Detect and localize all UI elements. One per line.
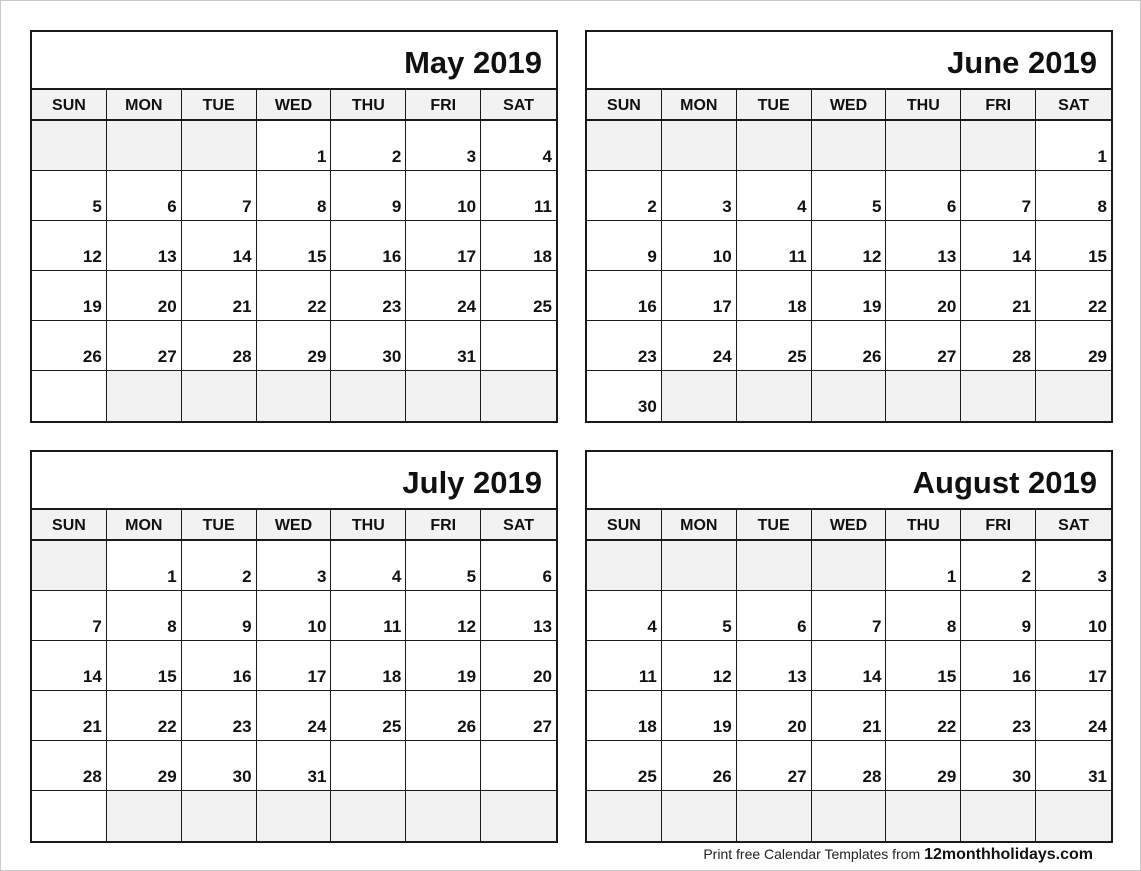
day-cell: 16 [331, 221, 406, 271]
empty-day-cell [662, 541, 737, 591]
day-cell: 9 [587, 221, 662, 271]
weekday-header-mon: MON [107, 510, 182, 541]
calendar-grid [587, 90, 1111, 421]
day-cell: 14 [812, 641, 887, 691]
day-cell: 31 [257, 741, 332, 791]
day-cell: 31 [406, 321, 481, 371]
day-cell: 24 [1036, 691, 1111, 741]
empty-day-cell [481, 371, 556, 421]
weekday-header-sun: SUN [587, 510, 662, 541]
day-cell: 19 [406, 641, 481, 691]
empty-day-cell [961, 121, 1036, 171]
day-cell: 25 [737, 321, 812, 371]
empty-day-cell [107, 121, 182, 171]
day-cell: 14 [961, 221, 1036, 271]
day-cell: 19 [662, 691, 737, 741]
day-cell: 25 [587, 741, 662, 791]
weekday-header-wed: WED [812, 510, 887, 541]
day-cell: 21 [32, 691, 107, 741]
day-cell: 4 [587, 591, 662, 641]
day-cell: 20 [737, 691, 812, 741]
weekday-header-wed: WED [257, 510, 332, 541]
empty-day-cell [182, 791, 257, 841]
empty-day-cell [812, 541, 887, 591]
day-cell: 25 [331, 691, 406, 741]
day-cell: 15 [886, 641, 961, 691]
day-cell: 7 [32, 591, 107, 641]
day-cell: 17 [662, 271, 737, 321]
day-cell: 24 [406, 271, 481, 321]
empty-day-cell [182, 371, 257, 421]
weekday-header-mon: MON [107, 90, 182, 121]
weekday-header-fri: FRI [961, 510, 1036, 541]
empty-day-cell [331, 371, 406, 421]
weekday-header-fri: FRI [406, 510, 481, 541]
day-cell: 2 [587, 171, 662, 221]
day-cell: 5 [32, 171, 107, 221]
day-cell: 5 [812, 171, 887, 221]
day-cell: 18 [481, 221, 556, 271]
day-cell: 1 [107, 541, 182, 591]
day-cell: 9 [331, 171, 406, 221]
day-cell: 4 [331, 541, 406, 591]
weekday-header-wed: WED [812, 90, 887, 121]
day-cell: 23 [331, 271, 406, 321]
day-cell: 7 [812, 591, 887, 641]
day-cell: 28 [961, 321, 1036, 371]
day-cell: 23 [961, 691, 1036, 741]
day-cell: 30 [587, 371, 662, 421]
footer-prefix: Print free Calendar Templates from [703, 846, 921, 862]
empty-day-cell [406, 791, 481, 841]
month-title: June 2019 [587, 32, 1111, 90]
empty-day-cell [737, 791, 812, 841]
day-cell: 18 [587, 691, 662, 741]
day-cell: 6 [481, 541, 556, 591]
weekday-header-mon: MON [662, 510, 737, 541]
weekday-header-sun: SUN [587, 90, 662, 121]
day-cell: 16 [961, 641, 1036, 691]
empty-day-cell [886, 121, 961, 171]
day-cell: 31 [1036, 741, 1111, 791]
day-cell: 1 [886, 541, 961, 591]
day-cell: 15 [257, 221, 332, 271]
day-cell: 23 [587, 321, 662, 371]
calendar-may-2019 [30, 30, 558, 423]
empty-day-cell [812, 791, 887, 841]
day-cell: 1 [1036, 121, 1111, 171]
empty-day-cell [257, 371, 332, 421]
calendar-grid [587, 510, 1111, 841]
empty-day-cell [331, 741, 406, 791]
empty-day-cell [406, 741, 481, 791]
empty-day-cell [32, 121, 107, 171]
day-cell: 23 [182, 691, 257, 741]
day-cell: 3 [1036, 541, 1111, 591]
day-cell: 29 [886, 741, 961, 791]
empty-day-cell [737, 121, 812, 171]
day-cell: 3 [406, 121, 481, 171]
calendar-grid [32, 510, 556, 841]
day-cell: 26 [662, 741, 737, 791]
empty-day-cell [1036, 791, 1111, 841]
day-cell: 15 [107, 641, 182, 691]
day-cell: 10 [1036, 591, 1111, 641]
day-cell: 29 [107, 741, 182, 791]
day-cell: 29 [1036, 321, 1111, 371]
weekday-header-wed: WED [257, 90, 332, 121]
day-cell: 1 [257, 121, 332, 171]
day-cell: 27 [107, 321, 182, 371]
day-cell: 15 [1036, 221, 1111, 271]
empty-day-cell [107, 371, 182, 421]
day-cell: 5 [662, 591, 737, 641]
weekday-header-sat: SAT [1036, 90, 1111, 121]
day-cell: 17 [1036, 641, 1111, 691]
empty-day-cell [481, 741, 556, 791]
day-cell: 27 [481, 691, 556, 741]
empty-day-cell [961, 371, 1036, 421]
month-title: May 2019 [32, 32, 556, 90]
weekday-header-thu: THU [886, 90, 961, 121]
day-cell: 2 [182, 541, 257, 591]
day-cell: 22 [107, 691, 182, 741]
day-cell: 26 [812, 321, 887, 371]
month-title: August 2019 [587, 452, 1111, 510]
empty-day-cell [812, 371, 887, 421]
day-cell: 14 [182, 221, 257, 271]
empty-day-cell [257, 791, 332, 841]
day-cell: 11 [737, 221, 812, 271]
day-cell: 27 [737, 741, 812, 791]
day-cell: 16 [587, 271, 662, 321]
empty-day-cell [886, 371, 961, 421]
weekday-header-tue: TUE [182, 510, 257, 541]
empty-day-cell [662, 791, 737, 841]
month-title: July 2019 [32, 452, 556, 510]
footer-credit [703, 846, 1093, 864]
empty-day-cell [886, 791, 961, 841]
day-cell: 28 [32, 741, 107, 791]
day-cell: 2 [331, 121, 406, 171]
day-cell: 22 [886, 691, 961, 741]
weekday-header-fri: FRI [406, 90, 481, 121]
day-cell: 8 [1036, 171, 1111, 221]
day-cell: 13 [481, 591, 556, 641]
empty-day-cell [587, 121, 662, 171]
day-cell: 12 [406, 591, 481, 641]
day-cell: 11 [331, 591, 406, 641]
day-cell: 10 [662, 221, 737, 271]
day-cell: 21 [961, 271, 1036, 321]
empty-day-cell [662, 371, 737, 421]
empty-day-cell [1036, 371, 1111, 421]
day-cell: 10 [406, 171, 481, 221]
weekday-header-sat: SAT [481, 90, 556, 121]
day-cell: 12 [812, 221, 887, 271]
day-cell: 21 [812, 691, 887, 741]
day-cell: 18 [737, 271, 812, 321]
day-cell: 30 [961, 741, 1036, 791]
empty-day-cell [481, 321, 556, 371]
weekday-header-sat: SAT [481, 510, 556, 541]
day-cell: 17 [406, 221, 481, 271]
day-cell: 18 [331, 641, 406, 691]
day-cell: 10 [257, 591, 332, 641]
weekday-header-thu: THU [886, 510, 961, 541]
weekday-header-tue: TUE [737, 510, 812, 541]
day-cell: 7 [961, 171, 1036, 221]
day-cell: 20 [107, 271, 182, 321]
weekday-header-tue: TUE [737, 90, 812, 121]
weekday-header-fri: FRI [961, 90, 1036, 121]
empty-day-cell [406, 371, 481, 421]
day-cell: 24 [662, 321, 737, 371]
day-cell: 5 [406, 541, 481, 591]
day-cell: 19 [812, 271, 887, 321]
day-cell: 9 [961, 591, 1036, 641]
day-cell: 29 [257, 321, 332, 371]
day-cell: 28 [182, 321, 257, 371]
day-cell: 4 [481, 121, 556, 171]
empty-day-cell [961, 791, 1036, 841]
day-cell: 30 [182, 741, 257, 791]
day-cell: 27 [886, 321, 961, 371]
weekday-header-sat: SAT [1036, 510, 1111, 541]
empty-day-cell [32, 791, 107, 841]
day-cell: 13 [886, 221, 961, 271]
day-cell: 19 [32, 271, 107, 321]
day-cell: 26 [32, 321, 107, 371]
day-cell: 20 [481, 641, 556, 691]
empty-day-cell [32, 371, 107, 421]
day-cell: 13 [107, 221, 182, 271]
day-cell: 13 [737, 641, 812, 691]
day-cell: 4 [737, 171, 812, 221]
empty-day-cell [182, 121, 257, 171]
day-cell: 12 [32, 221, 107, 271]
day-cell: 3 [257, 541, 332, 591]
weekday-header-sun: SUN [32, 90, 107, 121]
weekday-header-thu: THU [331, 510, 406, 541]
calendar-july-2019 [30, 450, 558, 843]
weekday-header-tue: TUE [182, 90, 257, 121]
day-cell: 14 [32, 641, 107, 691]
weekday-header-mon: MON [662, 90, 737, 121]
day-cell: 8 [257, 171, 332, 221]
empty-day-cell [107, 791, 182, 841]
empty-day-cell [32, 541, 107, 591]
empty-day-cell [481, 791, 556, 841]
empty-day-cell [331, 791, 406, 841]
footer-site-link[interactable]: 12monthholidays.com [924, 846, 1093, 863]
day-cell: 6 [886, 171, 961, 221]
weekday-header-sun: SUN [32, 510, 107, 541]
day-cell: 9 [182, 591, 257, 641]
empty-day-cell [812, 121, 887, 171]
day-cell: 8 [107, 591, 182, 641]
day-cell: 3 [662, 171, 737, 221]
empty-day-cell [662, 121, 737, 171]
calendar-august-2019 [585, 450, 1113, 843]
calendar-grid [32, 90, 556, 421]
day-cell: 22 [1036, 271, 1111, 321]
day-cell: 30 [331, 321, 406, 371]
day-cell: 24 [257, 691, 332, 741]
day-cell: 12 [662, 641, 737, 691]
empty-day-cell [587, 541, 662, 591]
day-cell: 11 [587, 641, 662, 691]
weekday-header-thu: THU [331, 90, 406, 121]
empty-day-cell [587, 791, 662, 841]
day-cell: 17 [257, 641, 332, 691]
day-cell: 22 [257, 271, 332, 321]
day-cell: 8 [886, 591, 961, 641]
day-cell: 21 [182, 271, 257, 321]
day-cell: 25 [481, 271, 556, 321]
day-cell: 28 [812, 741, 887, 791]
empty-day-cell [737, 541, 812, 591]
day-cell: 16 [182, 641, 257, 691]
day-cell: 20 [886, 271, 961, 321]
day-cell: 6 [737, 591, 812, 641]
day-cell: 2 [961, 541, 1036, 591]
empty-day-cell [737, 371, 812, 421]
calendar-june-2019 [585, 30, 1113, 423]
day-cell: 11 [481, 171, 556, 221]
day-cell: 6 [107, 171, 182, 221]
day-cell: 7 [182, 171, 257, 221]
day-cell: 26 [406, 691, 481, 741]
